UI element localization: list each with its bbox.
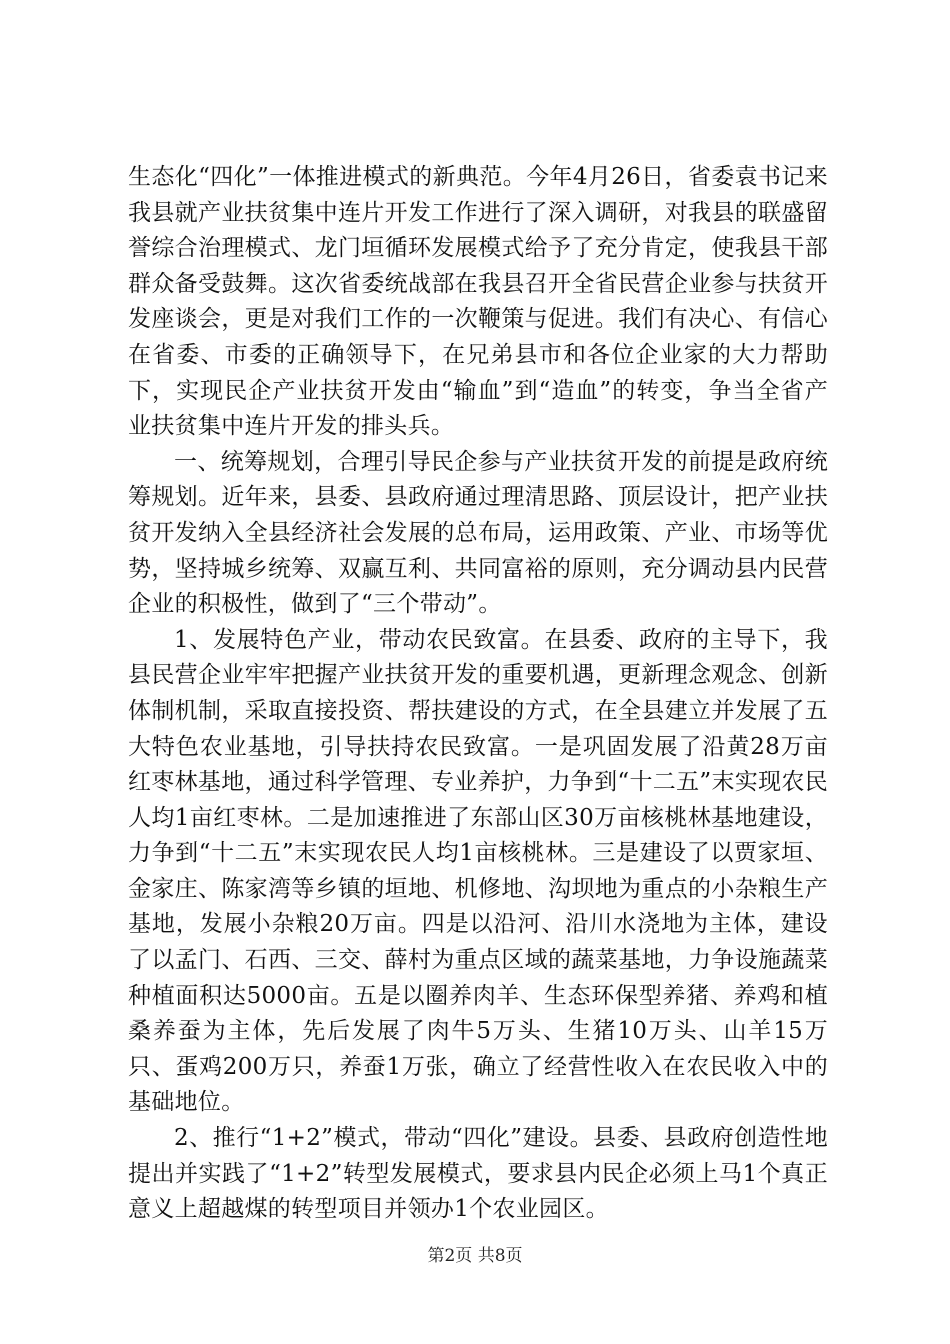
document-body (128, 160, 828, 1228)
paragraph-item-two: 2、推行“1+2”模式，带动“四化”建设。县委、县政府创造性地提出并实践了“1+2”转型发展模式，要求县内民企必须上马1个真正意义上超越煤的转型项目并领办1个农业园区。 (128, 1125, 828, 1223)
paragraph-intro-continued: 生态化“四化”一体推进模式的新典范。今年4月26日，省委袁书记来我县就产业扶贫集中连片开发工作进行了深入调研，对我县的联盛留誉综合治理模式、龙门垣循环发展模式给予了充分肯定，使我县干部群众备受鼓舞。这次省委统战部在我县召开全省民营企业参与扶贫开发座谈会，更是对我们工作的一次鞭策与促进。我们有决心、有信心在省委、市委的正确领导下，在兄弟县市和各位企业家的大力帮助下，实现民企产业扶贫开发由“输血”到“造血”的转变，争当全省产业扶贫集中连片开发的排头兵。 (128, 164, 828, 440)
page-number-footer: 第2页 共8页 (427, 1246, 523, 1266)
paragraph-item-one: 1、发展特色产业，带动农民致富。在县委、政府的主导下，我县民营企业牢牢把握产业扶贫开发的重要机遇，更新理念观念、创新体制机制，采取直接投资、帮扶建设的方式，在全县建立并发展了五大特色农业基地，引导扶持农民致富。一是巩固发展了沿黄28万亩红枣林基地，通过科学管理、专业养护，力争到“十二五”末实现农民人均1亩红枣林。二是加速推进了东部山区30万亩核桃林基地建设，力争到“十二五”末实现农民人均1亩核桃林。三是建设了以贾家垣、金家庄、陈家湾等乡镇的垣地、机修地、沟坝地为重点的小杂粮生产基地，发展小杂粮20万亩。四是以沿河、沿川水浇地为主体，建设了以孟门、石西、三交、薛村为重点区域的蔬菜基地，力争设施蔬菜种植面积达5000亩。五是以圈养肉羊、生态环保型养猪、养鸡和植桑养蚕为主体，先后发展了肉牛5万头、生猪10万头、山羊15万只、蛋鸡200万只，养蚕1万张，确立了经营性收入在农民收入中的基础地位。 (128, 626, 828, 1116)
paragraph-section-one: 一、统筹规划，合理引导民企参与产业扶贫开发的前提是政府统筹规划。近年来，县委、县政府通过理清思路、顶层设计，把产业扶贫开发纳入全县经济社会发展的总布局，运用政策、产业、市场等优势，坚持城乡统筹、双赢互利、共同富裕的原则，充分调动县内民营企业的积极性，做到了“三个带动”。 (128, 448, 828, 618)
